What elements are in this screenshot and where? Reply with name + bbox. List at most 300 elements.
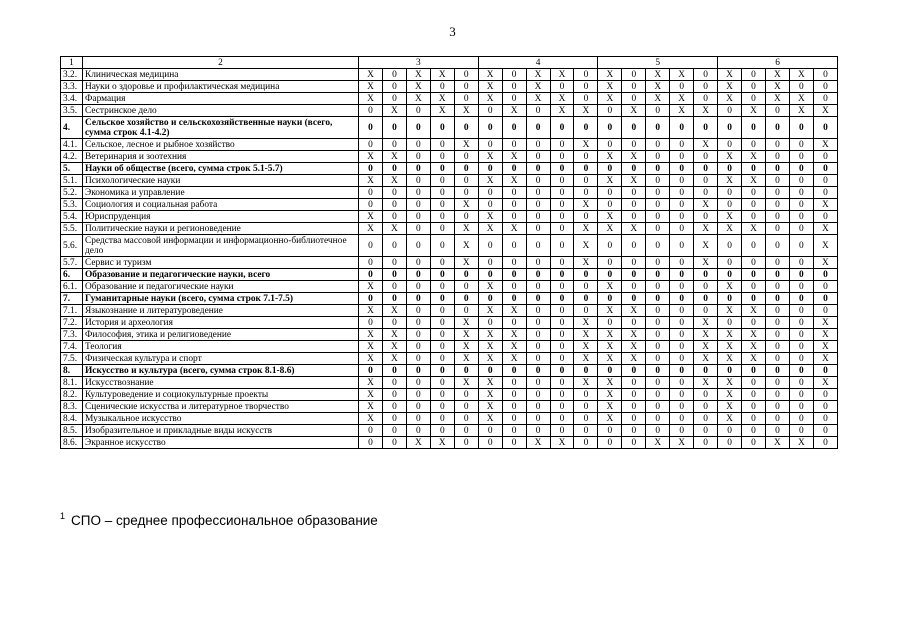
value-cell: X [718, 305, 742, 317]
table-row [61, 389, 838, 401]
row-name: Сельское хозяйство и сельскохозяйственные науки (всего, сумма строк 4.1-4.2) [83, 117, 359, 139]
value-cell: X [813, 105, 837, 117]
value-cell: X [574, 317, 598, 329]
value-cell: 0 [430, 81, 454, 93]
value-cell: 0 [718, 199, 742, 211]
row-code: 5. [61, 163, 83, 175]
value-cell: X [765, 81, 789, 93]
value-cell: 0 [598, 437, 622, 449]
row-code: 5.1. [61, 175, 83, 187]
value-cell: 0 [670, 329, 694, 341]
value-cell: 0 [718, 117, 742, 139]
value-cell: 0 [789, 117, 813, 139]
value-cell: X [454, 353, 478, 365]
row-code: 7.4. [61, 341, 83, 353]
value-cell: 0 [502, 257, 526, 269]
value-cell: 0 [694, 365, 718, 377]
value-cell: X [430, 93, 454, 105]
value-cell: 0 [742, 269, 766, 281]
value-cell: 0 [789, 163, 813, 175]
value-cell: 0 [430, 269, 454, 281]
value-cell: 0 [382, 401, 406, 413]
value-cell: 0 [694, 69, 718, 81]
row-name: Клиническая медицина [83, 69, 359, 81]
value-cell: 0 [574, 81, 598, 93]
value-cell: 0 [694, 211, 718, 223]
value-cell: 0 [478, 257, 502, 269]
value-cell: 0 [622, 117, 646, 139]
value-cell: 0 [526, 389, 550, 401]
value-cell: X [598, 305, 622, 317]
value-cell: 0 [742, 139, 766, 151]
value-cell: 0 [430, 425, 454, 437]
value-cell: 0 [502, 437, 526, 449]
value-cell: 0 [526, 401, 550, 413]
row-code: 8.1. [61, 377, 83, 389]
row-code: 5.2. [61, 187, 83, 199]
value-cell: 0 [382, 117, 406, 139]
value-cell: 0 [359, 199, 383, 211]
value-cell: X [382, 105, 406, 117]
value-cell: X [598, 353, 622, 365]
value-cell: 0 [622, 139, 646, 151]
value-cell: 0 [646, 151, 670, 163]
value-cell: X [359, 81, 383, 93]
value-cell: X [502, 151, 526, 163]
value-cell: X [789, 69, 813, 81]
value-cell: 0 [382, 317, 406, 329]
value-cell: X [622, 151, 646, 163]
value-cell: 0 [526, 269, 550, 281]
value-cell: X [694, 377, 718, 389]
row-code: 7.1. [61, 305, 83, 317]
value-cell: 0 [670, 365, 694, 377]
value-cell: X [502, 329, 526, 341]
value-cell: X [598, 81, 622, 93]
row-code: 7.3. [61, 329, 83, 341]
value-cell: X [598, 341, 622, 353]
value-cell: X [478, 377, 502, 389]
value-cell: 0 [694, 117, 718, 139]
value-cell: 0 [742, 293, 766, 305]
value-cell: 0 [478, 235, 502, 257]
value-cell: 0 [382, 425, 406, 437]
value-cell: 0 [598, 293, 622, 305]
value-cell: 0 [478, 139, 502, 151]
value-cell: 0 [670, 281, 694, 293]
value-cell: 0 [526, 353, 550, 365]
value-cell: 0 [646, 353, 670, 365]
value-cell: 0 [718, 437, 742, 449]
value-cell: 0 [382, 437, 406, 449]
row-name: Социология и социальная работа [83, 199, 359, 211]
row-code: 5.3. [61, 199, 83, 211]
value-cell: 0 [646, 329, 670, 341]
header-col-4: 4 [478, 57, 598, 69]
value-cell: 0 [406, 317, 430, 329]
value-cell: 0 [765, 293, 789, 305]
value-cell: 0 [742, 163, 766, 175]
row-code: 4. [61, 117, 83, 139]
value-cell: 0 [622, 211, 646, 223]
value-cell: 0 [382, 365, 406, 377]
value-cell: 0 [406, 223, 430, 235]
value-cell: 0 [622, 235, 646, 257]
value-cell: 0 [670, 305, 694, 317]
value-cell: 0 [765, 425, 789, 437]
value-cell: 0 [670, 341, 694, 353]
row-code: 6.1. [61, 281, 83, 293]
value-cell: 0 [765, 235, 789, 257]
value-cell: 0 [454, 163, 478, 175]
value-cell: 0 [382, 211, 406, 223]
value-cell: 0 [574, 93, 598, 105]
value-cell: 0 [454, 293, 478, 305]
value-cell: 0 [742, 317, 766, 329]
value-cell: X [454, 329, 478, 341]
value-cell: 0 [406, 151, 430, 163]
row-name: Сестринское дело [83, 105, 359, 117]
value-cell: 0 [550, 175, 574, 187]
value-cell: X [622, 105, 646, 117]
row-name: Теология [83, 341, 359, 353]
value-cell: 0 [694, 293, 718, 305]
value-cell: X [718, 353, 742, 365]
value-cell: X [382, 353, 406, 365]
value-cell: 0 [718, 105, 742, 117]
value-cell: 0 [574, 187, 598, 199]
table-row [61, 211, 838, 223]
value-cell: 0 [694, 305, 718, 317]
value-cell: 0 [382, 389, 406, 401]
value-cell: 0 [742, 199, 766, 211]
value-cell: 0 [646, 341, 670, 353]
value-cell: 0 [718, 163, 742, 175]
footnote [60, 513, 378, 528]
value-cell: X [813, 329, 837, 341]
value-cell: 0 [382, 377, 406, 389]
value-cell: 0 [526, 377, 550, 389]
value-cell: 0 [646, 281, 670, 293]
table-row [61, 69, 838, 81]
value-cell: 0 [502, 389, 526, 401]
value-cell: X [694, 341, 718, 353]
value-cell: X [598, 401, 622, 413]
value-cell: 0 [430, 199, 454, 211]
value-cell: 0 [789, 413, 813, 425]
value-cell: 0 [598, 317, 622, 329]
value-cell: 0 [406, 211, 430, 223]
value-cell: 0 [359, 425, 383, 437]
value-cell: 0 [550, 341, 574, 353]
row-name: Гуманитарные науки (всего, сумма строк 7.1-7.5) [83, 293, 359, 305]
value-cell: 0 [502, 187, 526, 199]
value-cell: 0 [574, 151, 598, 163]
row-name: Средства массовой информации и информационно-библиотечное дело [83, 235, 359, 257]
value-cell: X [742, 175, 766, 187]
value-cell: X [454, 257, 478, 269]
value-cell: X [598, 69, 622, 81]
value-cell: X [742, 329, 766, 341]
value-cell: 0 [765, 151, 789, 163]
value-cell: X [718, 211, 742, 223]
row-name: Экономика и управление [83, 187, 359, 199]
value-cell: 0 [646, 293, 670, 305]
value-cell: 0 [789, 81, 813, 93]
value-cell: 0 [622, 377, 646, 389]
value-cell: 0 [430, 365, 454, 377]
value-cell: 0 [526, 223, 550, 235]
value-cell: 0 [718, 235, 742, 257]
value-cell: 0 [550, 199, 574, 211]
header-col-5: 5 [598, 57, 718, 69]
value-cell: 0 [574, 425, 598, 437]
value-cell: 0 [598, 257, 622, 269]
value-cell: X [718, 401, 742, 413]
value-cell: 0 [598, 235, 622, 257]
value-cell: 0 [813, 93, 837, 105]
value-cell: X [454, 105, 478, 117]
value-cell: 0 [430, 401, 454, 413]
value-cell: X [574, 139, 598, 151]
value-cell: X [478, 93, 502, 105]
row-name: Сервис и туризм [83, 257, 359, 269]
value-cell: X [598, 329, 622, 341]
value-cell: X [478, 353, 502, 365]
value-cell: X [430, 69, 454, 81]
table-row [61, 317, 838, 329]
value-cell: 0 [694, 151, 718, 163]
value-cell: X [742, 305, 766, 317]
value-cell: 0 [622, 69, 646, 81]
value-cell: 0 [526, 341, 550, 353]
value-cell: 0 [454, 93, 478, 105]
value-cell: 0 [765, 187, 789, 199]
value-cell: 0 [382, 235, 406, 257]
value-cell: X [359, 211, 383, 223]
value-cell: 0 [813, 413, 837, 425]
value-cell: 0 [359, 117, 383, 139]
value-cell: 0 [454, 211, 478, 223]
value-cell: 0 [598, 269, 622, 281]
value-cell: X [550, 69, 574, 81]
value-cell: 0 [622, 425, 646, 437]
value-cell: 0 [765, 257, 789, 269]
value-cell: X [574, 329, 598, 341]
value-cell: 0 [359, 139, 383, 151]
value-cell: X [478, 413, 502, 425]
row-code: 7.2. [61, 317, 83, 329]
value-cell: 0 [454, 413, 478, 425]
row-code: 7.5. [61, 353, 83, 365]
value-cell: 0 [718, 317, 742, 329]
row-code: 8.2. [61, 389, 83, 401]
value-cell: 0 [430, 317, 454, 329]
value-cell: 0 [694, 163, 718, 175]
value-cell: X [478, 389, 502, 401]
value-cell: 0 [550, 365, 574, 377]
value-cell: 0 [406, 139, 430, 151]
value-cell: 0 [359, 317, 383, 329]
value-cell: 0 [694, 187, 718, 199]
row-name: Сценические искусства и литературное творчество [83, 401, 359, 413]
value-cell: 0 [382, 187, 406, 199]
value-cell: 0 [670, 199, 694, 211]
value-cell: X [646, 437, 670, 449]
value-cell: X [359, 377, 383, 389]
value-cell: 0 [406, 281, 430, 293]
row-name: Ветеринария и зоотехния [83, 151, 359, 163]
value-cell: 0 [694, 401, 718, 413]
value-cell: 0 [550, 163, 574, 175]
value-cell: 0 [454, 151, 478, 163]
value-cell: X [478, 341, 502, 353]
value-cell: X [454, 317, 478, 329]
value-cell: 0 [813, 175, 837, 187]
value-cell: 0 [454, 401, 478, 413]
value-cell: 0 [526, 139, 550, 151]
value-cell: 0 [813, 389, 837, 401]
value-cell: 0 [789, 269, 813, 281]
value-cell: X [382, 329, 406, 341]
value-cell: 0 [406, 117, 430, 139]
value-cell: X [598, 377, 622, 389]
value-cell: X [478, 211, 502, 223]
value-cell: 0 [765, 223, 789, 235]
table-row [61, 105, 838, 117]
value-cell: X [646, 93, 670, 105]
value-cell: 0 [598, 163, 622, 175]
value-cell: X [550, 437, 574, 449]
value-cell: 0 [406, 365, 430, 377]
value-cell: 0 [813, 69, 837, 81]
value-cell: 0 [526, 187, 550, 199]
value-cell: 0 [574, 281, 598, 293]
page-number: 3 [449, 24, 456, 39]
value-cell: X [670, 105, 694, 117]
value-cell: X [742, 353, 766, 365]
value-cell: X [622, 175, 646, 187]
value-cell: 0 [550, 389, 574, 401]
value-cell: 0 [813, 211, 837, 223]
value-cell: 0 [742, 211, 766, 223]
value-cell: 0 [622, 413, 646, 425]
table-row [61, 187, 838, 199]
value-cell: 0 [430, 211, 454, 223]
value-cell: X [694, 139, 718, 151]
value-cell: 0 [550, 305, 574, 317]
row-code: 5.4. [61, 211, 83, 223]
value-cell: 0 [622, 93, 646, 105]
row-code: 5.6. [61, 235, 83, 257]
row-name: Науки о здоровье и профилактическая медицина [83, 81, 359, 93]
value-cell: 0 [622, 187, 646, 199]
value-cell: 0 [574, 69, 598, 81]
value-cell: X [359, 389, 383, 401]
value-cell: 0 [813, 293, 837, 305]
value-cell: 0 [550, 293, 574, 305]
value-cell: 0 [742, 389, 766, 401]
row-name: Культуроведение и социокультурные проекты [83, 389, 359, 401]
header-col-6: 6 [718, 57, 838, 69]
value-cell: 0 [574, 413, 598, 425]
value-cell: 0 [478, 199, 502, 211]
value-cell: 0 [406, 163, 430, 175]
value-cell: 0 [406, 341, 430, 353]
value-cell: 0 [430, 163, 454, 175]
table-row [61, 223, 838, 235]
value-cell: 0 [646, 305, 670, 317]
value-cell: X [478, 401, 502, 413]
value-cell: 0 [550, 353, 574, 365]
value-cell: X [430, 105, 454, 117]
row-code: 8.4. [61, 413, 83, 425]
value-cell: X [813, 223, 837, 235]
table-row [61, 93, 838, 105]
value-cell: 0 [670, 81, 694, 93]
table-row [61, 281, 838, 293]
table-row [61, 175, 838, 187]
value-cell: 0 [789, 223, 813, 235]
value-cell: 0 [646, 389, 670, 401]
value-cell: 0 [765, 269, 789, 281]
value-cell: 0 [765, 211, 789, 223]
value-cell: 0 [813, 151, 837, 163]
value-cell: 0 [550, 425, 574, 437]
value-cell: 0 [694, 437, 718, 449]
value-cell: 0 [382, 281, 406, 293]
value-cell: X [478, 305, 502, 317]
value-cell: 0 [502, 377, 526, 389]
row-code: 8.6. [61, 437, 83, 449]
value-cell: X [718, 69, 742, 81]
value-cell: 0 [670, 257, 694, 269]
value-cell: 0 [502, 401, 526, 413]
value-cell: X [789, 93, 813, 105]
value-cell: 0 [622, 293, 646, 305]
value-cell: X [718, 151, 742, 163]
value-cell: 0 [478, 317, 502, 329]
value-cell: 0 [526, 293, 550, 305]
value-cell: 0 [765, 413, 789, 425]
value-cell: X [622, 353, 646, 365]
value-cell: 0 [718, 293, 742, 305]
value-cell: X [718, 329, 742, 341]
value-cell: 0 [813, 117, 837, 139]
value-cell: X [359, 401, 383, 413]
value-cell: 0 [359, 187, 383, 199]
table-header-row [61, 57, 838, 69]
table-row [61, 269, 838, 281]
value-cell: 0 [550, 413, 574, 425]
value-cell: 0 [646, 211, 670, 223]
value-cell: X [765, 69, 789, 81]
value-cell: 0 [430, 223, 454, 235]
value-cell: 0 [598, 187, 622, 199]
value-cell: 0 [622, 281, 646, 293]
table-row [61, 377, 838, 389]
value-cell: 0 [430, 139, 454, 151]
value-cell: 0 [718, 425, 742, 437]
value-cell: 0 [406, 413, 430, 425]
value-cell: X [550, 93, 574, 105]
value-cell: X [574, 105, 598, 117]
value-cell: 0 [359, 105, 383, 117]
value-cell: 0 [813, 305, 837, 317]
value-cell: 0 [742, 281, 766, 293]
value-cell: 0 [478, 163, 502, 175]
value-cell: 0 [550, 117, 574, 139]
